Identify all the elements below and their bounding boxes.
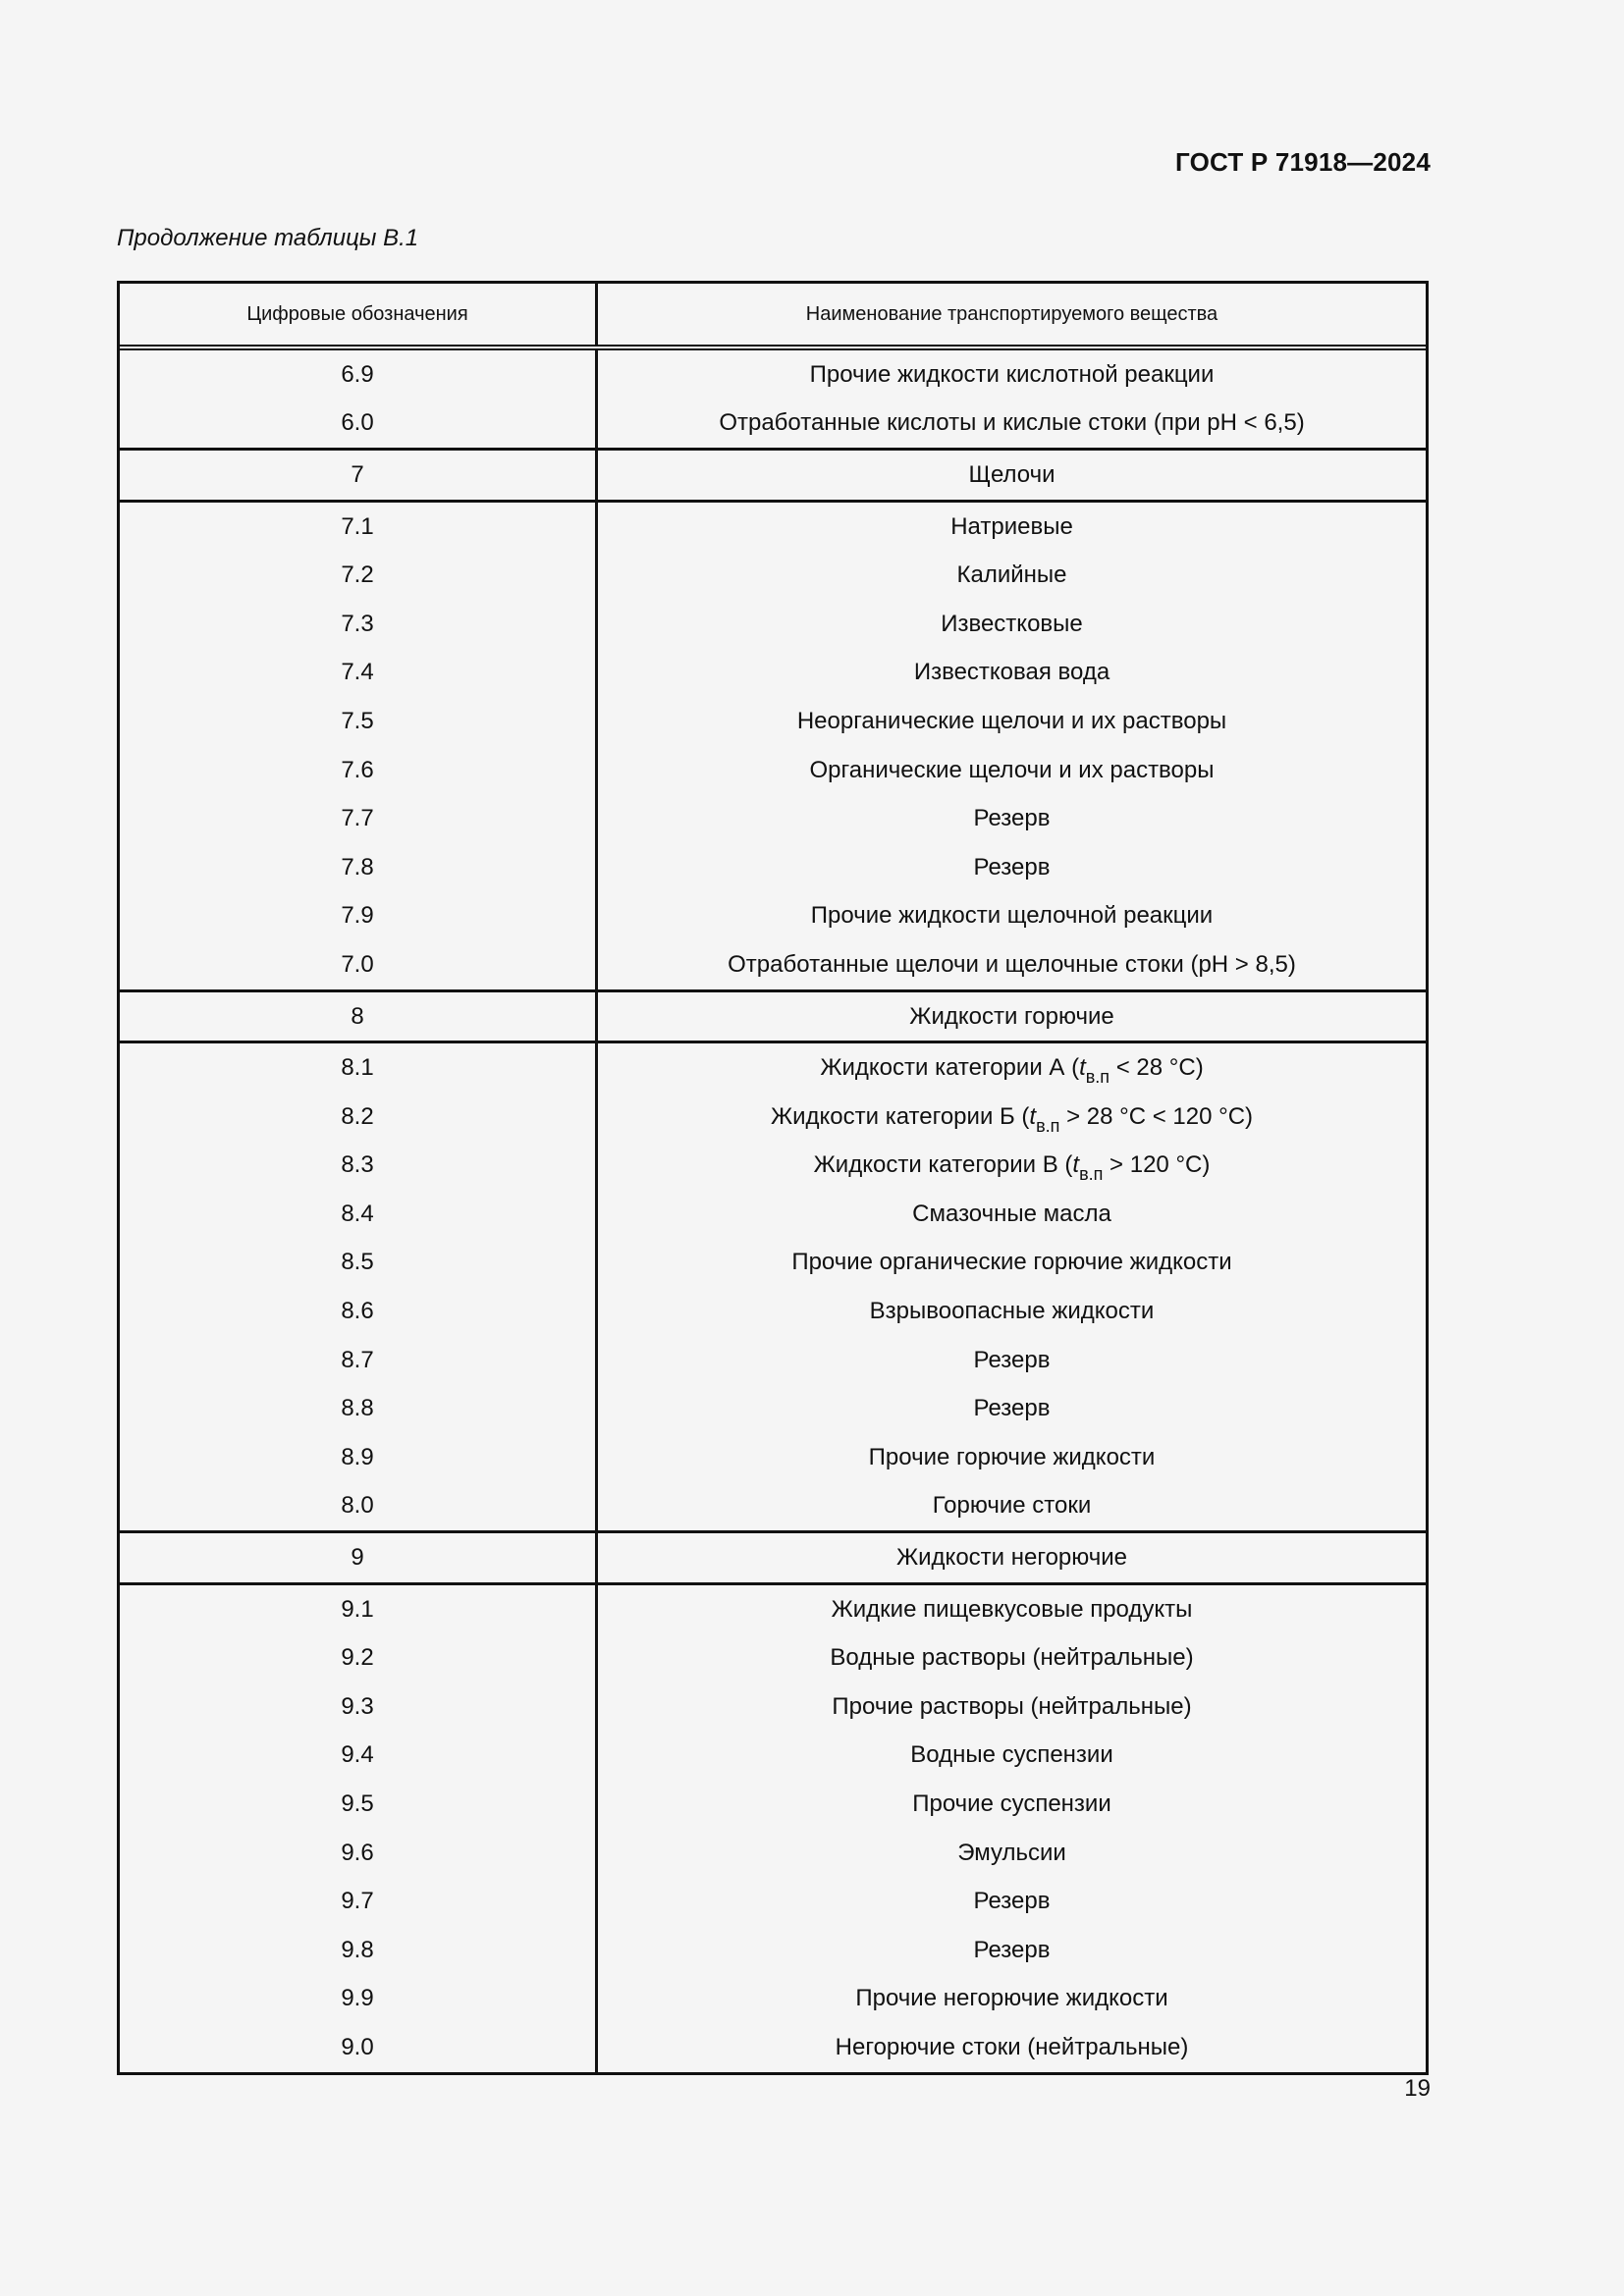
table-row xyxy=(120,649,1426,698)
cell-code: 9.6 xyxy=(120,1829,598,1878)
cell-code: 9.0 xyxy=(120,2023,598,2072)
formula-text xyxy=(770,1102,1254,1136)
cell-name xyxy=(598,1093,1426,1142)
table-row xyxy=(120,1975,1426,2024)
cell-name: Натриевые xyxy=(950,512,1073,540)
cell-name xyxy=(598,1043,1426,1093)
table-row xyxy=(120,697,1426,746)
name-suffix: < 28 °C) xyxy=(1110,1054,1204,1082)
cell-code: 9.4 xyxy=(120,1732,598,1781)
cell-name: Известковые xyxy=(941,610,1083,637)
cell-name: Неорганические щелочи и их растворы xyxy=(796,707,1227,734)
temperature-variable: t xyxy=(1072,1151,1080,1179)
cell-code: 9.7 xyxy=(120,1877,598,1926)
row-group xyxy=(120,1043,1426,1533)
section-row xyxy=(120,1533,1426,1582)
temperature-subscript: в.п xyxy=(1036,1115,1060,1136)
cell-code: 7.5 xyxy=(120,697,598,746)
cell-name: Прочие жидкости щелочной реакции xyxy=(810,902,1214,930)
table-body xyxy=(120,350,1426,2072)
table-header-row xyxy=(120,284,1426,350)
table-row xyxy=(120,1093,1426,1142)
temperature-subscript: в.п xyxy=(1085,1067,1110,1088)
cell-code: 8.9 xyxy=(120,1433,598,1482)
table-row xyxy=(120,503,1426,552)
cell-code: 8.1 xyxy=(120,1043,598,1093)
cell-code: 6.0 xyxy=(120,400,598,449)
cell-code: 9.9 xyxy=(120,1975,598,2024)
table-row xyxy=(120,1732,1426,1781)
cell-code: 7 xyxy=(120,451,598,500)
table-row xyxy=(120,794,1426,843)
row-group xyxy=(120,350,1426,451)
table-row xyxy=(120,1877,1426,1926)
cell-code: 8.4 xyxy=(120,1190,598,1239)
column-header-name: Наименование транспортируемого вещества xyxy=(805,302,1218,325)
cell-name: Прочие суспензии xyxy=(912,1790,1111,1818)
name-prefix: Жидкости категории А ( xyxy=(820,1054,1080,1082)
cell-code: 7.1 xyxy=(120,503,598,552)
column-header-code: Цифровые обозначения xyxy=(120,284,598,345)
cell-code: 8.5 xyxy=(120,1239,598,1288)
cell-name: Резерв xyxy=(973,1936,1051,1963)
name-prefix: Жидкости категории В ( xyxy=(813,1151,1073,1179)
cell-name: Прочие негорючие жидкости xyxy=(855,1985,1168,2012)
table-row xyxy=(120,400,1426,449)
temperature-variable: t xyxy=(1029,1102,1037,1130)
cell-name: Водные растворы (нейтральные) xyxy=(830,1644,1194,1672)
cell-code: 9.2 xyxy=(120,1633,598,1682)
cell-name: Жидкости негорючие xyxy=(895,1544,1127,1572)
section-group xyxy=(120,1533,1426,1585)
table-row xyxy=(120,1043,1426,1093)
cell-name: Резерв xyxy=(973,805,1051,832)
cell-name: Резерв xyxy=(973,1395,1051,1422)
cell-code: 9.1 xyxy=(120,1585,598,1634)
cell-name: Взрывоопасные жидкости xyxy=(869,1298,1155,1325)
cell-code: 9 xyxy=(120,1533,598,1582)
cell-name: Жидкие пищевкусовые продукты xyxy=(831,1595,1193,1623)
row-group xyxy=(120,1585,1426,2072)
cell-code: 8.3 xyxy=(120,1142,598,1191)
temperature-variable: t xyxy=(1079,1054,1086,1082)
cell-name: Отработанные щелочи и щелочные стоки (pH > 8,5) xyxy=(728,950,1296,978)
table-row xyxy=(120,551,1426,600)
cell-name: Негорючие стоки (нейтральные) xyxy=(835,2033,1189,2060)
cell-code: 9.3 xyxy=(120,1682,598,1732)
table-row xyxy=(120,1682,1426,1732)
table-row xyxy=(120,843,1426,892)
cell-code: 7.4 xyxy=(120,649,598,698)
table-row xyxy=(120,1433,1426,1482)
document-id: ГОСТ Р 71918—2024 xyxy=(1175,147,1431,177)
table-row xyxy=(120,940,1426,989)
table-row xyxy=(120,1287,1426,1336)
table-row xyxy=(120,892,1426,941)
table-row xyxy=(120,1829,1426,1878)
table-row xyxy=(120,1482,1426,1531)
substances-table xyxy=(117,281,1429,2075)
cell-code: 8.6 xyxy=(120,1287,598,1336)
cell-code: 9.5 xyxy=(120,1780,598,1829)
cell-name: Щелочи xyxy=(968,460,1056,488)
section-row xyxy=(120,451,1426,500)
cell-code: 7.3 xyxy=(120,600,598,649)
table-row xyxy=(120,1384,1426,1433)
formula-text xyxy=(813,1151,1211,1185)
cell-code: 7.8 xyxy=(120,843,598,892)
row-group xyxy=(120,503,1426,992)
cell-name: Водные суспензии xyxy=(910,1741,1113,1769)
cell-name: Горючие стоки xyxy=(932,1492,1092,1520)
table-row xyxy=(120,600,1426,649)
cell-code: 7.0 xyxy=(120,940,598,989)
cell-name: Смазочные масла xyxy=(912,1200,1111,1227)
cell-name: Прочие органические горючие жидкости xyxy=(791,1249,1232,1276)
section-group xyxy=(120,451,1426,503)
cell-name: Эмульсии xyxy=(957,1839,1066,1866)
cell-name: Резерв xyxy=(973,1346,1051,1373)
table-row xyxy=(120,746,1426,795)
table-row xyxy=(120,2023,1426,2072)
table-row xyxy=(120,1780,1426,1829)
cell-code: 7.7 xyxy=(120,794,598,843)
name-suffix: > 28 °C < 120 °C) xyxy=(1059,1102,1254,1130)
cell-name: Резерв xyxy=(973,853,1051,881)
page-number: 19 xyxy=(1404,2075,1431,2102)
cell-name: Отработанные кислоты и кислые стоки (при pH < 6,5) xyxy=(719,409,1305,437)
cell-code: 9.8 xyxy=(120,1926,598,1975)
cell-code: 8.7 xyxy=(120,1336,598,1385)
name-prefix: Жидкости категории Б ( xyxy=(770,1102,1030,1130)
section-group xyxy=(120,992,1426,1044)
formula-text xyxy=(820,1054,1204,1088)
table-row xyxy=(120,1926,1426,1975)
cell-code: 7.6 xyxy=(120,746,598,795)
name-suffix: > 120 °C) xyxy=(1103,1151,1211,1179)
table-row xyxy=(120,1190,1426,1239)
cell-name: Прочие жидкости кислотной реакции xyxy=(809,360,1215,388)
table-caption: Продолжение таблицы В.1 xyxy=(117,225,419,251)
cell-name: Прочие растворы (нейтральные) xyxy=(832,1692,1192,1720)
cell-name xyxy=(598,1142,1426,1191)
temperature-subscript: в.п xyxy=(1079,1164,1104,1185)
table-row xyxy=(120,1142,1426,1191)
table-row xyxy=(120,1633,1426,1682)
table-row xyxy=(120,350,1426,400)
table-row xyxy=(120,1585,1426,1634)
table-row xyxy=(120,1239,1426,1288)
table-row xyxy=(120,1336,1426,1385)
cell-name: Органические щелочи и их растворы xyxy=(809,756,1215,783)
cell-code: 8.2 xyxy=(120,1093,598,1142)
cell-name: Калийные xyxy=(956,561,1067,589)
cell-code: 7.2 xyxy=(120,551,598,600)
cell-name: Резерв xyxy=(973,1888,1051,1915)
cell-code: 8.0 xyxy=(120,1482,598,1531)
cell-code: 8.8 xyxy=(120,1384,598,1433)
cell-code: 8 xyxy=(120,992,598,1041)
cell-name: Жидкости горючие xyxy=(909,1002,1114,1030)
cell-name: Прочие горючие жидкости xyxy=(868,1443,1156,1470)
cell-name: Известковая вода xyxy=(913,659,1110,686)
cell-code: 6.9 xyxy=(120,350,598,400)
section-row xyxy=(120,992,1426,1041)
cell-code: 7.9 xyxy=(120,892,598,941)
